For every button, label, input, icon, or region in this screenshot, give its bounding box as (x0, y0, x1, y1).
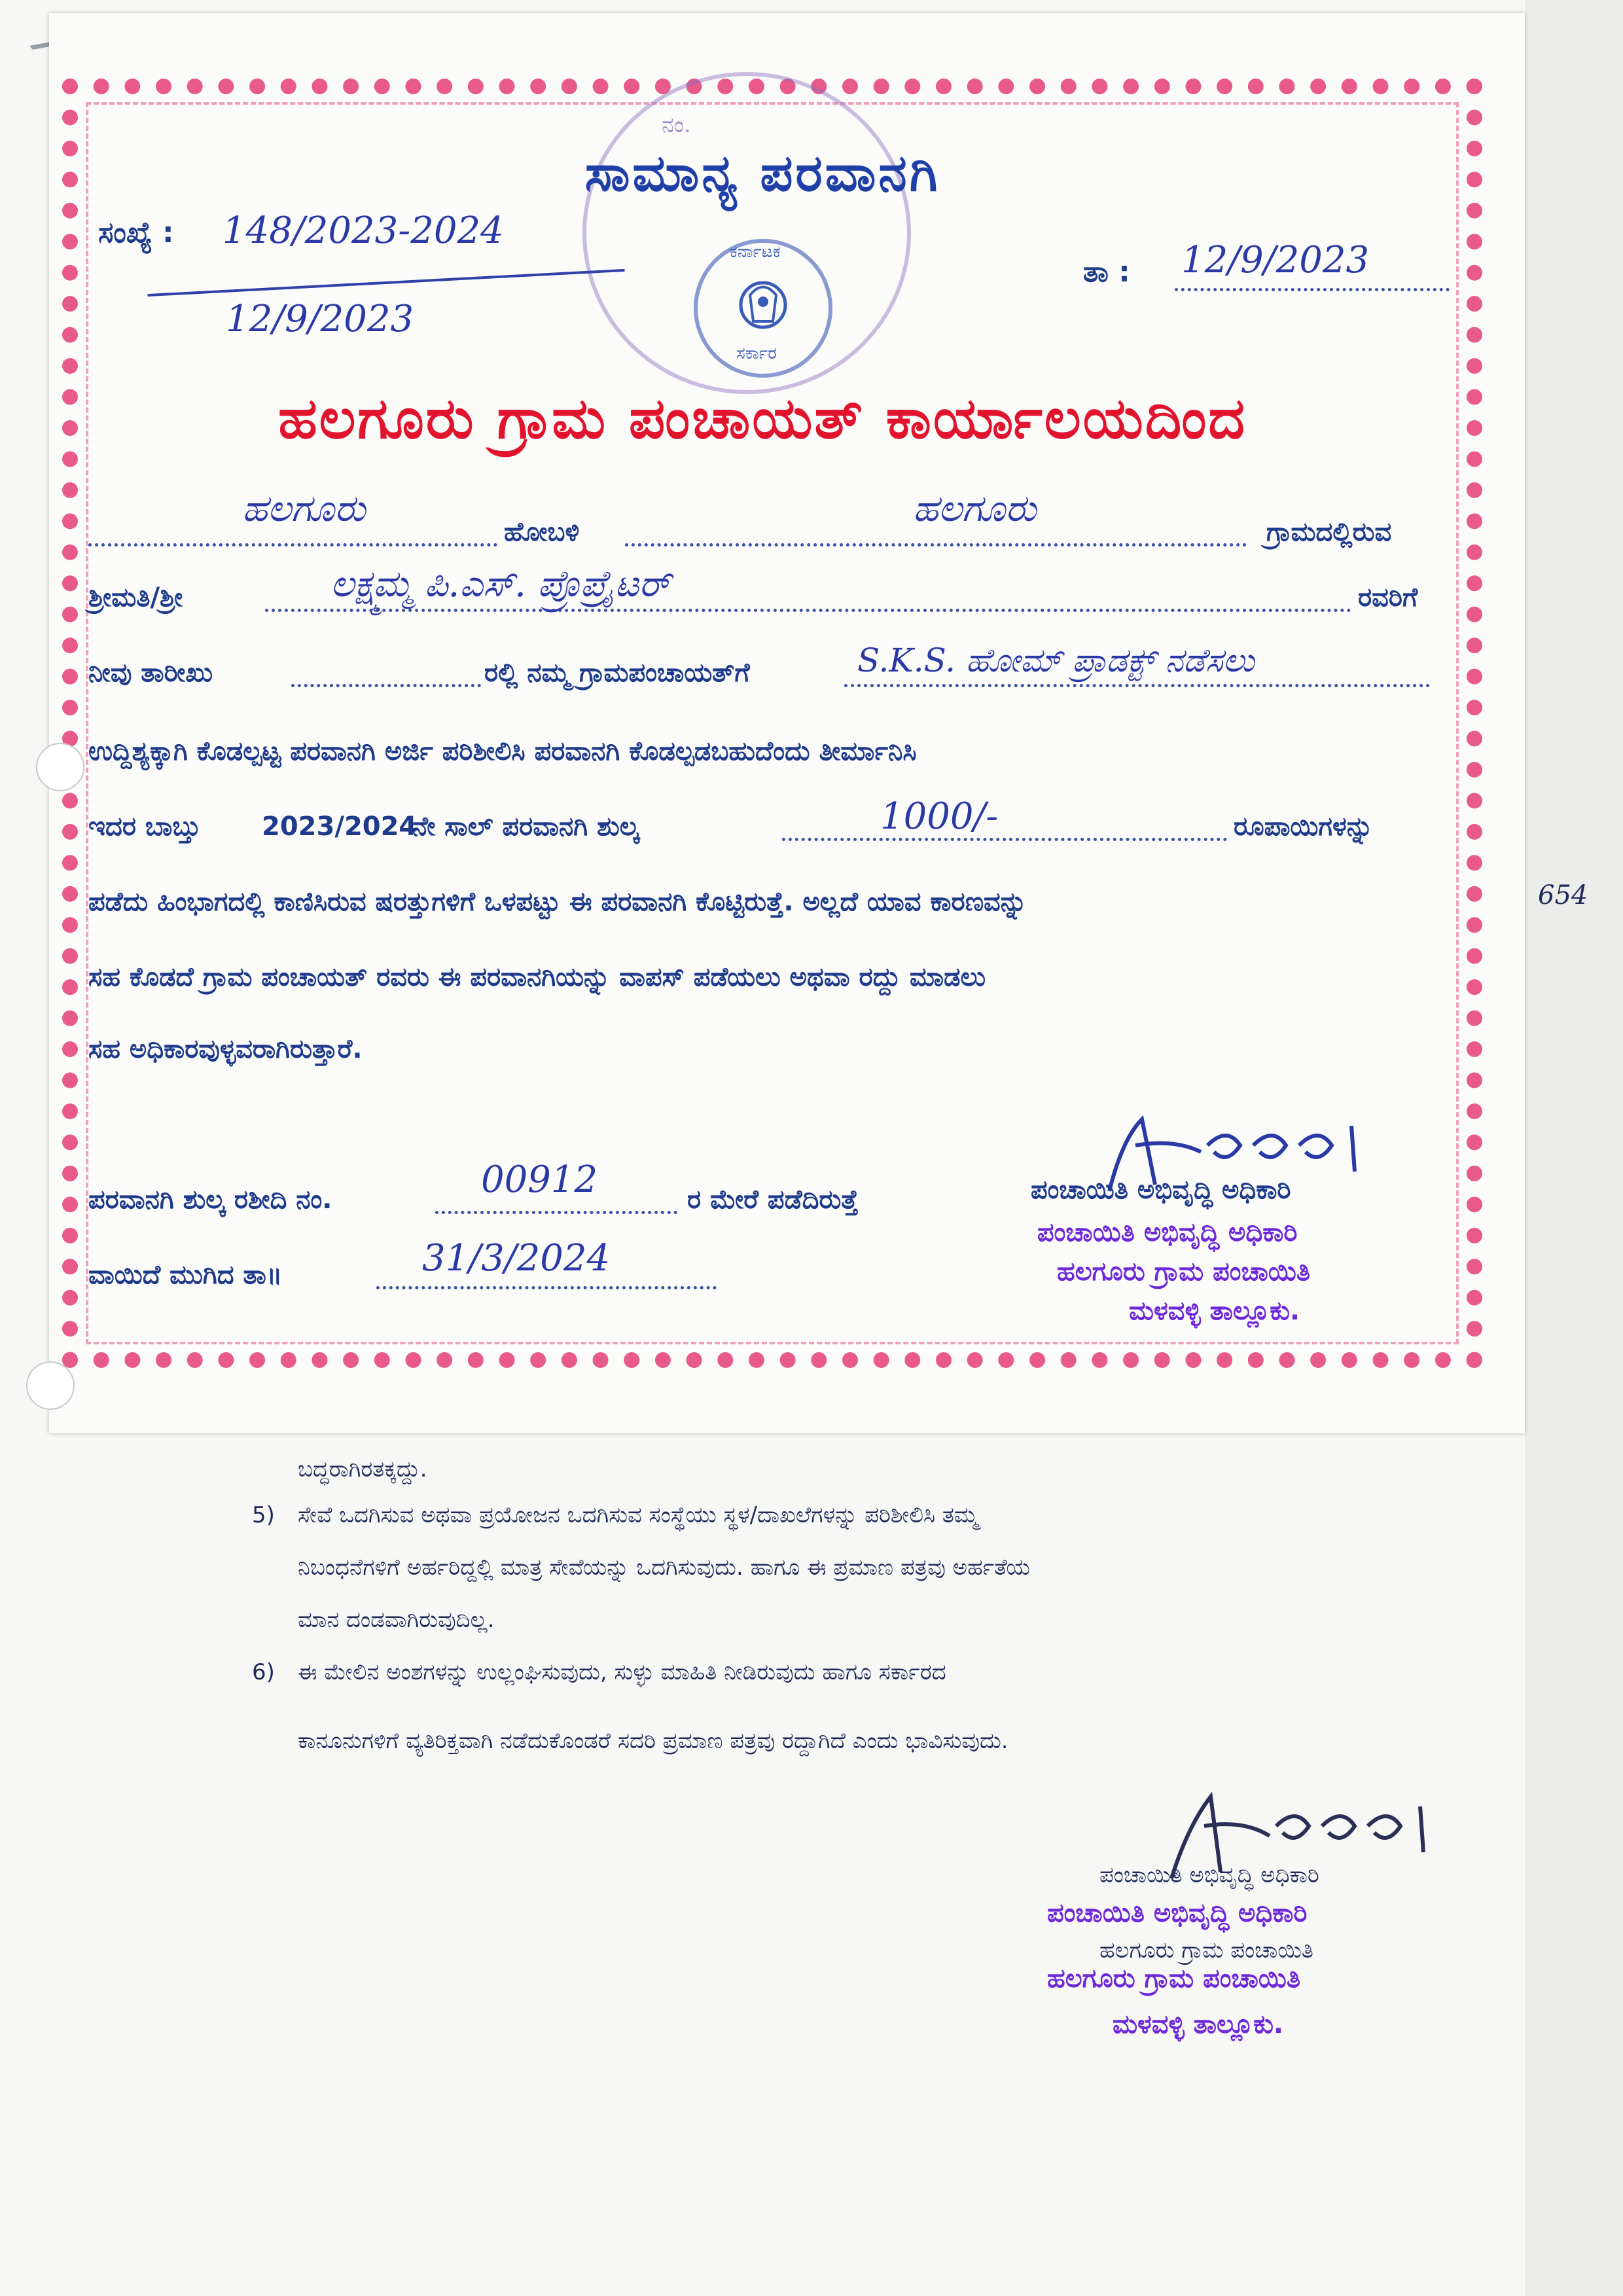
ravarige-label: ರವರಿಗೆ (1358, 583, 1418, 613)
officer-title: ಪಂಚಾಯಿತಿ ಅಭಿವೃದ್ಧಿ ಅಧಿಕಾರಿ (1031, 1175, 1291, 1205)
line5-middle: ನೇ ಸಾಲ್ ಪರವಾನಗಿ ಶುಲ್ಕ (412, 812, 639, 842)
condition-5-line-3: ಮಾನ ದಂಡವಾಗಿರುವುದಿಲ್ಲ. (298, 1607, 495, 1633)
seal-ring-text: ನಂ. (662, 112, 691, 138)
condition-5-number: 5) (252, 1502, 275, 1528)
line4-text: ಉದ್ದಿಶ್ಯಕ್ಕಾಗಿ ಕೊಡಲ್ಪಟ್ಟ ಪರವಾನಗಿ ಅರ್ಜಿ ಪರಿಶೀಲಿಸಿ ಪರವಾನಗಿ ಕೊಡಲ್ಪಡಬಹುದೆಂದು ತೀರ್ಮಾನಿಸಿ (88, 736, 917, 766)
punch-hole-top (36, 743, 84, 791)
village-dotted-line (625, 543, 1247, 547)
condition-6-line-1: ಈ ಮೇಲಿನ ಅಂಶಗಳನ್ನು ಉಲ್ಲಂಘಿಸುವುದು, ಸುಳ್ಳು ಮಾಹಿತಿ ನೀಡಿರುವುದು ಹಾಗೂ ಸರ್ಕಾರದ (298, 1659, 946, 1685)
line3-text: ರಲ್ಲಿ ನಮ್ಮ ಗ್ರಾಮಪಂಚಾಯತ್‌ಗೆ (484, 658, 750, 688)
fee-dotted-line (782, 838, 1227, 841)
date-applied-label: ನೀವು ತಾರೀಖು (88, 658, 213, 688)
date-value: 12/9/2023 (1181, 239, 1370, 281)
receipt-value: 00912 (481, 1158, 598, 1201)
date-label: ತಾ : (1083, 255, 1130, 289)
purpose-value: S.K.S. ಹೋಮ್ ಪ್ರಾಡಕ್ಟ್ ನಡೆಸಲು (857, 641, 1255, 679)
emblem-icon (727, 269, 799, 348)
number-value: 148/2023-2024 (223, 209, 504, 252)
receipt-suffix: ರ ಮೇರೆ ಪಡೆದಿರುತ್ತೆ (687, 1185, 859, 1215)
village-label: ಗ್ರಾಮದಲ್ಲಿರುವ (1266, 517, 1392, 547)
punch-hole-bottom (26, 1361, 75, 1410)
expiry-label: ವಾಯಿದೆ ಮುಗಿದ ತಾ॥ (88, 1260, 283, 1290)
lower-stamp-line-1: ಪಂಚಾಯಿತಿ ಅಭಿವೃದ್ಧಿ ಅಧಿಕಾರಿ (1047, 1898, 1308, 1928)
number-label: ಸಂಖ್ಯೆ : (98, 216, 174, 249)
seal-bottom-text: ಸರ್ಕಾರ (736, 344, 777, 363)
condition-fragment: ಬದ್ಧರಾಗಿರತಕ್ಕದ್ದು. (298, 1456, 427, 1482)
condition-6-line-2: ಕಾನೂನುಗಳಿಗೆ ವ್ಯತಿರಿಕ್ತವಾಗಿ ನಡೆದುಕೊಂಡರೆ ಸದರಿ ಪ್ರಮಾಣ ಪತ್ರವು ರದ್ದಾಗಿದೆ ಎಂದು ಭಾವಿಸುವುದು. (298, 1728, 1008, 1754)
office-heading: ಹಲಗೂರು ಗ್ರಾಮ ಪಂಚಾಯತ್ ಕಾರ್ಯಾಲಯದಿಂದ (278, 386, 1247, 452)
line6-text: ಪಡೆದು ಹಿಂಭಾಗದಲ್ಲಿ ಕಾಣಿಸಿರುವ ಷರತ್ತುಗಳಿಗೆ ಒಳಪಟ್ಟು ಈ ಪರವಾನಗಿ ಕೊಟ್ಟಿರುತ್ತೆ. ಅಲ್ಲದೆ ಯಾವ ಕಾರಣವನ್ನು (88, 887, 1027, 917)
seal-top-text: ಕರ್ನಾಟಕ (730, 242, 781, 262)
lower-stamp-line-2: ಹಲಗೂರು ಗ್ರಾಮ ಪಂಚಾಯಿತಿ (1047, 1964, 1301, 1994)
license-certificate (49, 13, 1525, 1433)
receipt-label: ಪರವಾನಗಿ ಶುಲ್ಕ ರಶೀದಿ ನಂ. (88, 1185, 332, 1215)
date-applied-dotted-line (291, 684, 481, 687)
fee-value: 1000/- (880, 795, 999, 838)
line5-prefix: ಇದರ ಬಾಬ್ತು (88, 812, 201, 842)
lower-stamp-line-3: ಮಳವಳ್ಳಿ ತಾಲ್ಲೂಕು. (1113, 2009, 1284, 2039)
hobali-dotted-line (88, 543, 497, 547)
stamp-line-3: ಮಳವಳ್ಳಿ ತಾಲ್ಲೂಕು. (1129, 1296, 1300, 1326)
year-value: 2023/2024 (262, 812, 418, 842)
line5-suffix: ರೂಪಾಯಿಗಳನ್ನು (1234, 812, 1374, 842)
lower-officer-office: ಹಲಗೂರು ಗ್ರಾಮ ಪಂಚಾಯಿತಿ (1099, 1937, 1313, 1964)
shrimati-label: ಶ್ರೀಮತಿ/ಶ್ರೀ (88, 583, 183, 613)
line8-text: ಸಹ ಅಧಿಕಾರವುಳ್ಳವರಾಗಿರುತ್ತಾರೆ. (88, 1034, 363, 1064)
name-dotted-line (265, 609, 1351, 612)
hobali-label: ಹೋಬಳಿ (504, 517, 580, 547)
line7-text: ಸಹ ಕೊಡದೆ ಗ್ರಾಮ ಪಂಚಾಯತ್ ರವರು ಈ ಪರವಾನಗಿಯನ್ನು ವಾಪಸ್ ಪಡೆಯಲು ಅಥವಾ ರದ್ದು ಮಾಡಲು (88, 962, 986, 992)
receipt-dotted-line (435, 1211, 677, 1214)
margin-note: 654 (1538, 880, 1588, 910)
expiry-value: 31/3/2024 (422, 1237, 611, 1280)
village-value: ಹಲಗೂರು (913, 488, 1037, 530)
paper-edge (1525, 0, 1623, 2296)
condition-6-number: 6) (252, 1659, 275, 1685)
condition-5-line-2: ನಿಬಂಧನೆಗಳಿಗೆ ಅರ್ಹರಿದ್ದಲ್ಲಿ ಮಾತ್ರ ಸೇವೆಯನ್ನು ಒದಗಿಸುವುದು. ಹಾಗೂ ಈ ಪ್ರಮಾಣ ಪತ್ರವು ಅರ್ಹತೆಯ (298, 1554, 1030, 1581)
lower-officer-title: ಪಂಚಾಯಿತಿ ಅಭಿವೃದ್ಧಿ ಅಧಿಕಾರಿ (1099, 1862, 1319, 1888)
stamp-line-2: ಹಲಗೂರು ಗ್ರಾಮ ಪಂಚಾಯಿತಿ (1057, 1257, 1311, 1287)
condition-5-line-1: ಸೇವೆ ಒದಗಿಸುವ ಅಥವಾ ಪ್ರಯೋಜನ ಒದಗಿಸುವ ಸಂಸ್ಥೆಯು ಸ್ಥಳ/ದಾಖಲೆಗಳನ್ನು ಪರಿಶೀಲಿಸಿ ತಮ್ಮ (298, 1502, 978, 1528)
purpose-dotted-line (844, 684, 1430, 687)
stamp-line-1: ಪಂಚಾಯಿತಿ ಅಭಿವೃದ್ಧಿ ಅಧಿಕಾರಿ (1037, 1217, 1298, 1247)
person-value: ಲಕ್ಷ್ಮಮ್ಮ ಪಿ.ಎಸ್. ಪ್ರೊಪ್ರೈಟರ್ (330, 563, 671, 605)
hobali-value: ಹಲಗೂರು (242, 488, 366, 530)
expiry-dotted-line (376, 1286, 717, 1289)
date-dotted-line (1175, 288, 1450, 291)
number-date-value: 12/9/2023 (226, 298, 414, 340)
document-title: ಸಾಮಾನ್ಯ ಪರವಾನಗಿ (584, 144, 940, 203)
